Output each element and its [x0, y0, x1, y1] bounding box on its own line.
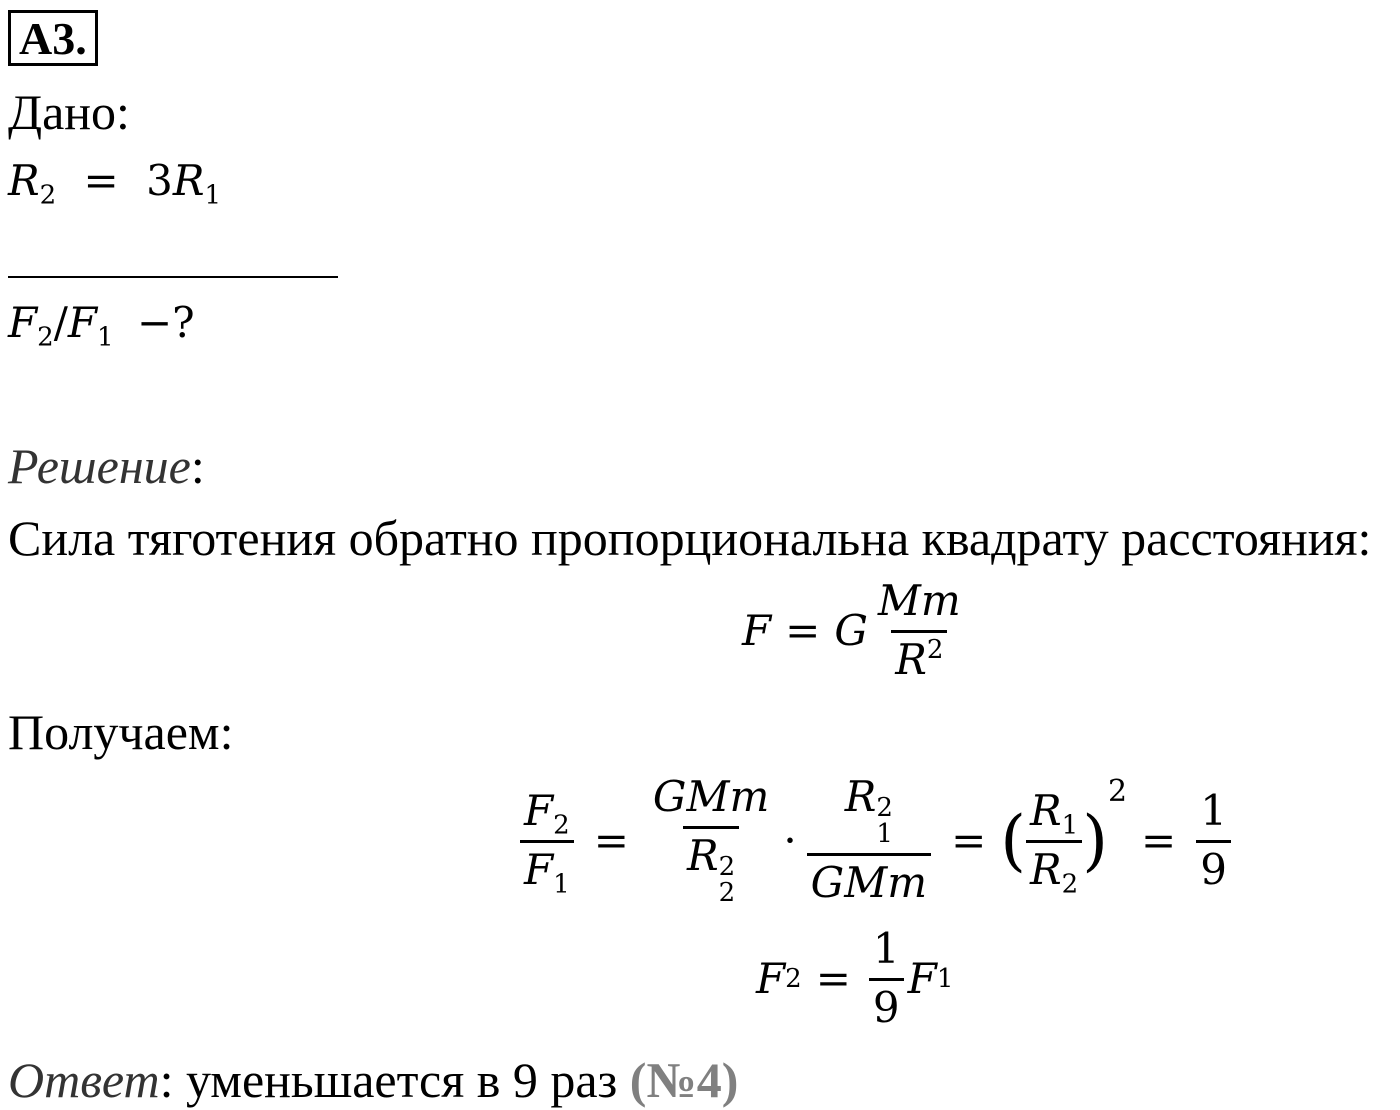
f1-symbol: F: [907, 954, 937, 1004]
f1-symbol: F: [524, 844, 554, 894]
solution-statement: Сила тяготения обратно пропорциональна квадрату расстояния:: [8, 510, 1372, 566]
gravity-constant: G: [834, 606, 868, 656]
equals-sign: =: [785, 606, 821, 656]
equals-sign: =: [593, 815, 629, 865]
r2-subscript: 2: [1061, 869, 1079, 900]
r1-symbol: R: [1030, 785, 1062, 835]
gravity-law-formula: [742, 578, 971, 683]
ratio-derivation: [514, 772, 1237, 909]
given-label: Дано:: [8, 84, 130, 140]
radius-symbol: R: [895, 635, 927, 685]
one-ninth-fraction: [869, 926, 904, 1031]
find-expression: [8, 298, 195, 353]
r2-subscript: 2: [718, 878, 736, 909]
r1-exponent: 2: [876, 793, 893, 824]
f2-subscript: 2: [553, 809, 570, 840]
r2-symbol: R: [1030, 844, 1062, 894]
f2-symbol: F: [524, 785, 554, 835]
question-mark: −?: [136, 298, 195, 347]
r1-subscript: 1: [1061, 809, 1079, 840]
f2-subscript: 2: [37, 322, 54, 353]
answer-text: уменьшается в 9 раз: [173, 1052, 630, 1108]
result-denominator: 9: [1196, 840, 1231, 893]
r2-symbol: R: [8, 156, 40, 205]
right-paren: ): [1082, 801, 1108, 879]
radius-ratio-fraction: [1026, 785, 1082, 900]
equals-sign: =: [815, 954, 851, 1004]
equals-sign: =: [951, 815, 987, 865]
answer-line: [8, 1050, 738, 1110]
radius-ratio-denominator: [1026, 840, 1082, 900]
r2-exponent: 2: [718, 852, 736, 883]
answer-colon: :: [159, 1052, 174, 1108]
answer-label: Ответ: [8, 1052, 160, 1108]
fraction-denominator: [891, 630, 947, 683]
answer-reference: (№4): [629, 1052, 739, 1108]
first-force-fraction: [649, 772, 773, 909]
result-numerator: 1: [1200, 785, 1227, 835]
solution-colon: :: [190, 438, 205, 494]
second-fraction-numerator: [841, 774, 897, 853]
f1-subscript: 1: [97, 322, 114, 353]
first-fraction-numerator: GMm: [652, 772, 770, 821]
mass-over-distance-fraction: [874, 578, 965, 683]
equals-sign: =: [1141, 815, 1177, 865]
left-paren: (: [1000, 801, 1027, 879]
second-force-fraction: [807, 774, 931, 906]
slash: /: [53, 298, 68, 347]
force-ratio-fraction: [520, 785, 574, 900]
multiply-dot: ·: [783, 815, 797, 865]
given-condition: [8, 156, 222, 211]
coefficient: 3: [146, 156, 173, 205]
first-fraction-denominator: [683, 826, 739, 909]
given-divider: [8, 276, 338, 278]
solution-label: Решение: [8, 438, 191, 494]
f1-subscript: 1: [553, 869, 570, 900]
equals-sign: =: [83, 156, 119, 205]
radius-exponent: 2: [926, 635, 944, 666]
r1-scripts: [876, 793, 893, 850]
solution-heading: [8, 436, 205, 496]
force-ratio-numerator: [520, 785, 574, 840]
force-ratio-denominator: [520, 840, 574, 900]
fraction-denominator: 9: [869, 978, 904, 1031]
f1-symbol: F: [67, 298, 98, 347]
f2-symbol: F: [8, 298, 38, 347]
r1-symbol: R: [172, 156, 205, 205]
result-fraction: [1196, 785, 1231, 894]
r2-symbol: R: [687, 831, 719, 881]
r1-symbol: R: [844, 772, 877, 821]
r2-scripts: [718, 852, 736, 909]
radius-ratio-numerator: [1026, 785, 1082, 840]
r1-subscript: 1: [204, 180, 222, 211]
f2-symbol: F: [756, 954, 786, 1004]
force-symbol: F: [742, 606, 772, 656]
final-result-formula: F 2 = $\frac{1}{9}$ F 1: [756, 924, 954, 1033]
second-fraction-denominator: GMm: [807, 853, 931, 906]
r2-subscript: 2: [39, 180, 57, 211]
ratio-exponent: 2: [1107, 774, 1128, 809]
problem-number: А3.: [8, 10, 98, 66]
r1-subscript: 1: [876, 819, 893, 850]
fraction-numerator: 1: [872, 924, 900, 973]
fraction-numerator: Mm: [877, 576, 961, 625]
get-label: Получаем:: [8, 704, 234, 760]
